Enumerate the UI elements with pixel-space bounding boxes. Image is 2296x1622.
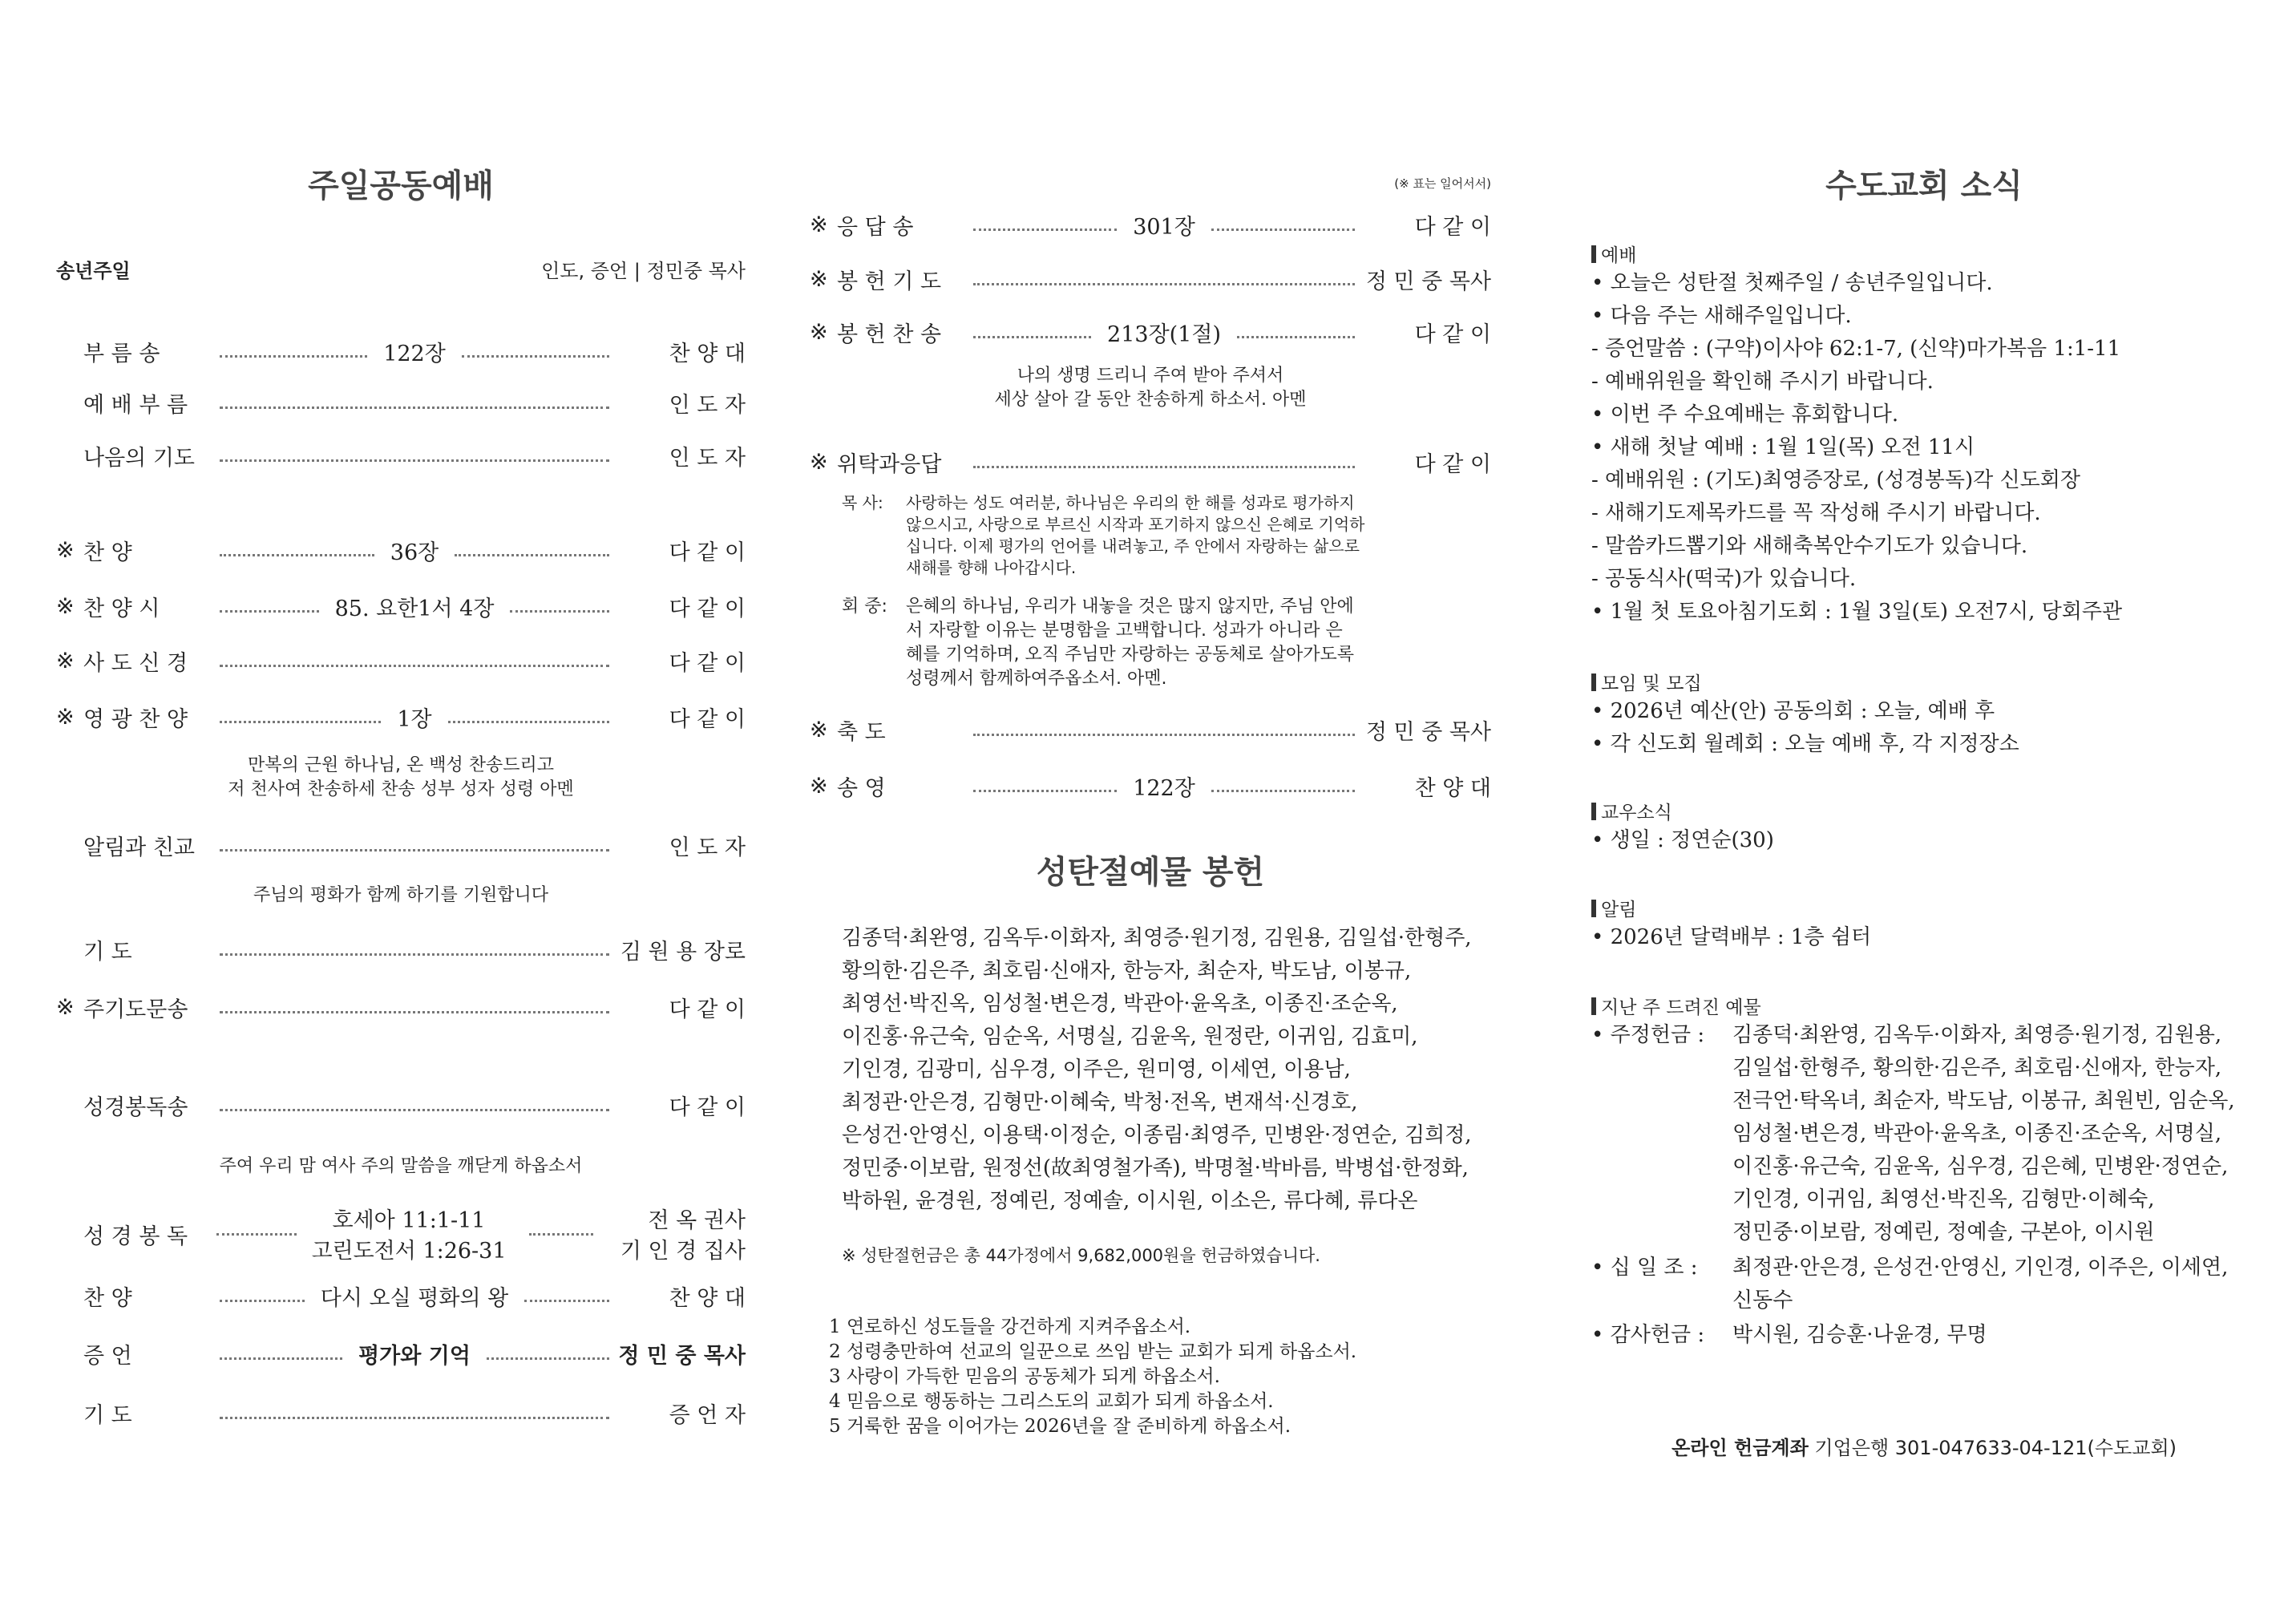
prayer-topics <box>829 1315 1356 1439</box>
christmas-offering-total: ※ 성탄절헌금은 총 44가정에서 9,682,000원을 헌금하였습니다. <box>842 1246 1320 1265</box>
people-line: 성령께서 함께하여주옵소서. 아멘. <box>906 669 1167 689</box>
dots <box>220 953 609 956</box>
dots <box>220 1109 609 1111</box>
heading-text: 지난 주 드려진 예물 <box>1601 997 1761 1018</box>
order-label: 나음의 기도 <box>83 445 195 471</box>
dots <box>455 554 609 556</box>
dots <box>524 1300 609 1302</box>
order-row <box>810 447 1491 476</box>
worship-title: 주일공동예배 <box>308 168 494 204</box>
offering-line: 정민중·이보람, 정예린, 정예솔, 구본아, 이시원 <box>1732 1220 2155 1244</box>
pastor-label: 목 사: <box>842 493 883 512</box>
dots <box>220 1417 609 1419</box>
dots <box>1211 790 1355 792</box>
order-leader: 증 언 자 <box>669 1402 746 1428</box>
service-name: 송년주일 <box>56 260 131 282</box>
tithe-line: 신동수 <box>1732 1288 1793 1313</box>
order-detail: 1장 <box>397 706 432 732</box>
heading-bar <box>1591 245 1596 263</box>
order-detail: 평가와 기억 <box>358 1343 471 1369</box>
tithe-label: • 십 일 조 : <box>1591 1256 1698 1280</box>
dots <box>220 849 609 851</box>
gloria-line: 만복의 근원 하나님, 온 백성 찬송드리고 <box>248 755 554 775</box>
order-row <box>810 318 1491 346</box>
pastor-line: 새해를 향해 나아갑시다. <box>906 558 1077 577</box>
heading-text: 모임 및 모집 <box>1601 673 1702 694</box>
order-leader: 다 같 이 <box>669 650 746 676</box>
order-leader: 찬 양 대 <box>669 341 746 366</box>
thanks-names <box>1732 1319 1987 1352</box>
names-line: 기인경, 김광미, 심우경, 이주은, 원미영, 이세연, 이용남, <box>842 1058 1351 1082</box>
order-label: 알림과 친교 <box>83 835 195 860</box>
news-item: • 1월 첫 토요아침기도회 : 1월 3일(토) 오전7시, 당회주관 <box>1591 600 2123 624</box>
news-item: - 증언말씀 : (구약)이사야 62:1-7, (신약)마가복음 1:1-11 <box>1591 337 2121 361</box>
order-row <box>56 1398 746 1427</box>
word-prayer: 주여 우리 맘 여사 주의 말씀을 깨닫게 하옵소서 <box>219 1156 583 1176</box>
news-item: - 예배위원 : (기도)최영증장로, (성경봉독)각 신도회장 <box>1591 468 2081 492</box>
order-row <box>56 1281 746 1310</box>
offering-hymn-text <box>810 364 1491 412</box>
order-leader: 정 민 중 목사 <box>618 1343 746 1369</box>
dots <box>973 790 1117 792</box>
news-item: • 오늘은 성탄절 첫째주일 / 송년주일입니다. <box>1591 271 1993 295</box>
order-leader: 다 같 이 <box>1414 322 1492 347</box>
order-detail: 36장 <box>390 540 439 565</box>
order-label: 응 답 송 <box>837 214 914 240</box>
christmas-offering-names <box>842 922 1472 1218</box>
bible-reader-2: 기 인 경 집사 <box>620 1239 746 1264</box>
news-item: • 새해 첫날 예배 : 1월 1일(목) 오전 11시 <box>1591 435 1975 459</box>
standing-mark: ※ <box>810 449 828 475</box>
people-line: 혜를 기억하며, 오직 주님만 자랑하는 공동체로 살아가도록 <box>906 645 1355 665</box>
dots <box>462 355 609 358</box>
peace-text: 주님의 평화가 함께 하기를 기원합니다 <box>253 885 548 905</box>
prayer-topic: 5 거룩한 꿈을 이어가는 2026년을 잘 준비하게 하옵소서. <box>829 1416 1292 1437</box>
order-row <box>56 592 746 621</box>
section-heading <box>1591 669 2257 695</box>
names-line: 최정관·안은경, 김형만·이혜숙, 박청·전옥, 변재석·신경호, <box>842 1090 1358 1114</box>
dots <box>1211 229 1355 231</box>
order-label: 찬 양 <box>83 540 132 565</box>
pastor-line: 않으시고, 사랑으로 부르신 시작과 포기하지 않으신 은혜로 기억하 <box>906 515 1365 534</box>
dots <box>220 355 367 358</box>
section-heading <box>1591 241 2257 267</box>
standing-mark: ※ <box>56 994 75 1020</box>
order-detail: 213장(1절) <box>1107 322 1221 347</box>
dots <box>529 1233 593 1236</box>
pastor-line: 사랑하는 성도 여러분, 하나님은 우리의 한 해를 성과로 평가하지 <box>906 493 1355 512</box>
dots <box>973 336 1091 338</box>
news-item: • 다음 주는 새해주일입니다. <box>1591 304 1852 328</box>
thanks-label: • 감사헌금 : <box>1591 1323 1705 1347</box>
order-leader: 정 민 중 목사 <box>1365 269 1491 294</box>
people-line: 은혜의 하나님, 우리가 내놓을 것은 많지 않지만, 주님 안에 <box>906 597 1354 617</box>
bible-reading-passage-2: 고린도전서 1:26-31 <box>311 1239 507 1264</box>
prayer-topic: 2 성령충만하여 선교의 일꾼으로 쓰임 받는 교회가 되게 하옵소서. <box>829 1341 1357 1362</box>
order-label: 주기도문송 <box>83 997 188 1022</box>
names-line: 정민중·이보람, 원정선(故최영철가족), 박명철·박바름, 박병섭·한정화, <box>842 1156 1469 1180</box>
heading-bar <box>1591 997 1596 1015</box>
order-leader: 다 같 이 <box>669 596 746 621</box>
dots <box>1237 336 1355 338</box>
order-row <box>56 993 746 1021</box>
order-label: 봉 헌 기 도 <box>837 269 942 294</box>
order-row <box>56 702 746 731</box>
names-line: 박하원, 윤경원, 정예린, 정예솔, 이시원, 이소은, 류다혜, 류다온 <box>842 1189 1418 1213</box>
heading-text: 교우소식 <box>1601 803 1672 823</box>
tithe-line: 최정관·안은경, 은성건·안영신, 기인경, 이주은, 이세연, <box>1732 1256 2229 1280</box>
offering-names <box>1732 1019 2235 1249</box>
pastor-line: 십니다. 이제 평가의 언어를 내려놓고, 주 안에서 자랑하는 삶으로 <box>906 536 1360 556</box>
order-label: 찬 양 시 <box>83 596 160 621</box>
order-label: 영 광 찬 양 <box>83 706 188 732</box>
offering-line: 기인경, 이귀임, 최영선·박진옥, 김형만·이혜숙, <box>1732 1187 2155 1211</box>
section-heading <box>1591 798 2257 824</box>
news-item: • 2026년 달력배부 : 1층 쉼터 <box>1591 925 1872 949</box>
bible-reading-label: 성 경 봉 독 <box>83 1224 188 1249</box>
order-leader: 다 같 이 <box>669 997 746 1022</box>
order-label: 봉 헌 찬 송 <box>837 322 942 347</box>
dots <box>510 610 609 613</box>
standing-mark: ※ <box>56 537 75 563</box>
order-label: 축 도 <box>837 719 886 745</box>
account-text: 기업은행 301-047633-04-121(수도교회) <box>1814 1437 2177 1459</box>
dots <box>487 1357 609 1360</box>
news-item: • 생일 : 정연순(30) <box>1591 828 1774 852</box>
order-label: 기 도 <box>83 939 132 965</box>
standing-mark: ※ <box>810 266 828 292</box>
news-section-notices <box>1591 895 2257 954</box>
order-leader: 다 같 이 <box>669 706 746 732</box>
offering-line: 김종덕·최완영, 김옥두·이화자, 최영증·원기정, 김원용, <box>1732 1023 2222 1047</box>
order-label: 송 영 <box>837 775 886 801</box>
order-row <box>56 388 746 417</box>
order-row <box>56 935 746 964</box>
order-detail: 301장 <box>1133 214 1195 240</box>
order-leader: 김 원 용 장로 <box>620 939 746 965</box>
dots <box>220 610 319 613</box>
news-item: • 2026년 예산(안) 공동의회 : 오늘, 예배 후 <box>1591 699 1995 723</box>
order-label: 성경봉독송 <box>83 1094 188 1120</box>
order-row <box>810 210 1491 239</box>
order-row <box>56 441 746 470</box>
dots <box>220 554 374 556</box>
order-row <box>56 831 746 860</box>
prayer-topic: 4 믿음으로 행동하는 그리스도의 교회가 되게 하옵소서. <box>829 1391 1274 1412</box>
dots <box>973 466 1355 468</box>
heading-text: 예배 <box>1601 245 1637 266</box>
order-label: 증 언 <box>83 1343 132 1369</box>
order-detail: 122장 <box>1133 775 1195 801</box>
tithe-names <box>1732 1252 2228 1317</box>
heading-bar <box>1591 900 1596 917</box>
dots <box>973 283 1355 285</box>
hymn-line: 나의 생명 드리니 주여 받아 주셔서 <box>1017 366 1284 386</box>
prayer-topic: 3 사랑이 가득한 믿음의 공동체가 되게 하옵소서. <box>829 1366 1220 1387</box>
names-line: 최영선·박진옥, 임성철·변은경, 박관아·윤옥초, 이종진·조순옥, <box>842 992 1398 1016</box>
order-row <box>56 536 746 564</box>
order-label: 부 름 송 <box>83 341 160 366</box>
news-item: • 이번 주 수요예배는 휴회합니다. <box>1591 402 1899 427</box>
news-section-worship <box>1591 241 2257 629</box>
dots <box>448 721 609 723</box>
standing-mark: ※ <box>810 212 828 237</box>
dots <box>220 665 609 667</box>
standing-mark: ※ <box>56 648 75 673</box>
service-leaders: 인도, 증언 | 정민중 목사 <box>541 260 746 282</box>
offering-line: 김일섭·한형주, 황의한·김은주, 최호림·신애자, 한능자, <box>1732 1056 2222 1080</box>
order-row <box>810 715 1491 744</box>
news-item: - 말씀카드뽑기와 새해축복안수기도가 있습니다. <box>1591 534 2028 558</box>
pastor-text <box>906 492 1365 579</box>
news-section-members <box>1591 798 2257 857</box>
order-row <box>56 646 746 675</box>
people-label: 회 중: <box>842 597 887 617</box>
bible-reader-1: 전 옥 권사 <box>648 1208 746 1233</box>
order-leader: 찬 양 대 <box>1414 775 1491 801</box>
bible-reading-passage-1: 호세아 11:1-11 <box>332 1208 486 1233</box>
dots <box>973 229 1117 231</box>
offering-label: • 주정헌금 : <box>1591 1023 1705 1047</box>
news-title: 수도교회 소식 <box>1825 168 2023 204</box>
standing-mark: ※ <box>810 773 828 799</box>
order-label: 위탁과응답 <box>837 451 942 477</box>
standing-mark: ※ <box>810 319 828 345</box>
news-item: - 예배위원을 확인해 주시기 바랍니다. <box>1591 370 1934 394</box>
standing-mark: ※ <box>56 593 75 619</box>
dots <box>220 407 609 409</box>
order-label: 예 배 부 름 <box>83 392 188 418</box>
offering-line: 전극언·탁옥녀, 최순자, 박도남, 이봉규, 최원빈, 임순옥, <box>1732 1089 2235 1113</box>
names-line: 김종덕·최완영, 김옥두·이화자, 최영증·원기정, 김원용, 김일섭·한형주, <box>842 926 1472 950</box>
hymn-line: 세상 살아 갈 동안 찬송하게 하소서. 아멘 <box>994 390 1307 410</box>
order-leader: 다 같 이 <box>1414 214 1491 240</box>
news-item: - 공동식사(떡국)가 있습니다. <box>1591 567 1857 591</box>
order-leader: 인 도 자 <box>669 445 746 471</box>
order-row <box>56 1339 746 1368</box>
order-row <box>56 1090 746 1119</box>
offering-line: 임성철·변은경, 박관아·윤옥초, 이종진·조순옥, 서명실, <box>1732 1122 2222 1146</box>
dots <box>220 1357 342 1360</box>
order-detail: 85. 요한1서 4장 <box>334 596 495 621</box>
order-label: 사 도 신 경 <box>83 650 188 676</box>
order-row <box>810 265 1491 293</box>
order-detail: 다시 오실 평화의 왕 <box>320 1285 509 1311</box>
gloria-text <box>56 754 746 802</box>
account-label: 온라인 헌금계좌 <box>1671 1437 1809 1459</box>
dots <box>973 734 1355 736</box>
names-line: 이진홍·유근숙, 임순옥, 서명실, 김윤옥, 원정란, 이귀임, 김효미, <box>842 1025 1418 1049</box>
names-line: 황의한·김은주, 최호림·신애자, 한능자, 최순자, 박도남, 이봉규, <box>842 959 1412 983</box>
section-heading <box>1591 993 2257 1019</box>
order-leader: 다 같 이 <box>669 1094 746 1120</box>
order-label: 기 도 <box>83 1402 132 1428</box>
thanks-line: 박시원, 김승훈·나윤경, 무명 <box>1732 1323 1987 1347</box>
standing-note: (※ 표는 일어서서) <box>1394 176 1491 191</box>
names-line: 은성건·안영신, 이용택·이정순, 이종림·최영주, 민병완·정연순, 김희정, <box>842 1123 1472 1147</box>
order-row <box>56 337 746 366</box>
dots <box>216 1233 297 1236</box>
order-leader: 정 민 중 목사 <box>1365 719 1491 745</box>
order-detail: 122장 <box>383 341 446 366</box>
dots <box>220 721 381 723</box>
people-text <box>906 595 1354 691</box>
heading-bar <box>1591 673 1596 691</box>
order-leader: 인 도 자 <box>669 392 746 418</box>
news-item: - 새해기도제목카드를 꼭 작성해 주시기 바랍니다. <box>1591 501 2041 525</box>
dots <box>220 459 609 462</box>
standing-mark: ※ <box>810 717 828 742</box>
standing-mark: ※ <box>56 704 75 730</box>
order-leader: 인 도 자 <box>669 835 746 860</box>
order-leader: 찬 양 대 <box>669 1285 746 1311</box>
order-leader: 다 같 이 <box>669 540 746 565</box>
section-heading <box>1591 895 2257 921</box>
news-section-meetings <box>1591 669 2257 761</box>
christmas-offering-title: 성탄절예물 봉헌 <box>1036 854 1265 891</box>
offering-line: 이진홍·유근숙, 김윤옥, 심우경, 김은혜, 민병완·정연순, <box>1732 1155 2229 1179</box>
heading-bar <box>1591 803 1596 820</box>
news-item: • 각 신도회 월례회 : 오늘 예배 후, 각 지정장소 <box>1591 732 2019 756</box>
prayer-topic: 1 연로하신 성도들을 강건하게 지켜주옵소서. <box>829 1317 1191 1337</box>
online-offering-account <box>1671 1432 2177 1460</box>
dots <box>220 1011 609 1013</box>
gloria-line: 저 천사여 찬송하세 찬송 성부 성자 성령 아멘 <box>228 779 574 799</box>
heading-text: 알림 <box>1601 900 1637 920</box>
bible-reading-row <box>56 1201 746 1265</box>
order-label: 찬 양 <box>83 1285 132 1311</box>
dots <box>220 1300 305 1302</box>
order-row <box>810 771 1491 800</box>
order-leader: 다 같 이 <box>1414 451 1491 477</box>
people-line: 서 자랑할 이유는 분명함을 고백합니다. 성과가 아니라 은 <box>906 621 1343 641</box>
